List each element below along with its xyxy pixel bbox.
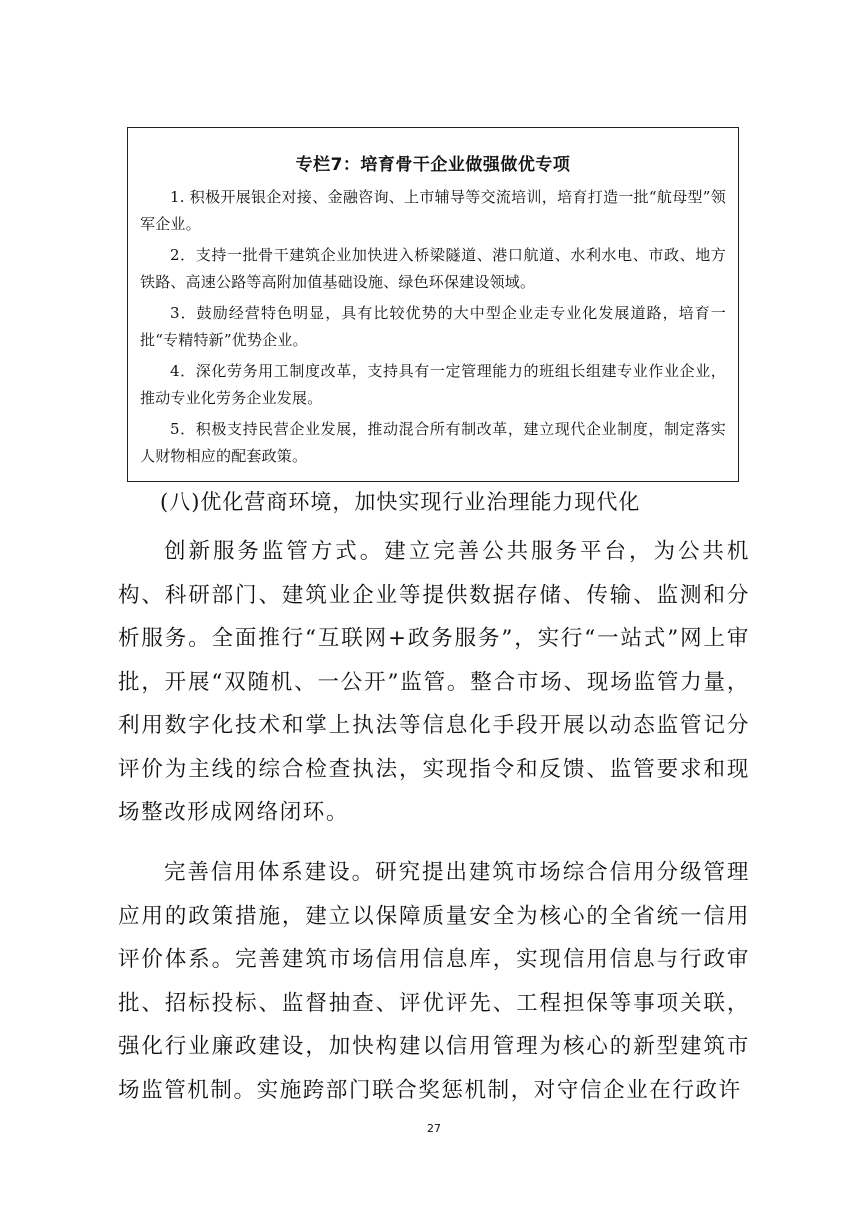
box-item: 3．鼓励经营特色明显，具有比较优势的大中型企业走专业化发展道路，培育一批“专精特新”优势企业。 xyxy=(140,304,726,349)
section-heading: (八)优化营商环境，加快实现行业治理能力现代化 xyxy=(160,490,641,514)
box-item: 2．支持一批骨干建筑企业加快进入桥梁隧道、港口航道、水利水电、市政、地方铁路、高速公路等高附加值基础设施、绿色环保建设领域。 xyxy=(140,246,726,291)
feature-box xyxy=(127,127,739,482)
box-item: 4．深化劳务用工制度改革，支持具有一定管理能力的班组长组建专业作业企业，推动专业化劳务企业发展。 xyxy=(140,362,726,407)
box-item: 5．积极支持民营企业发展，推动混合所有制改革，建立现代企业制度，制定落实人财物相应的配套政策。 xyxy=(140,420,726,465)
paragraph-lead: 创新服务监管方式。 xyxy=(164,539,385,564)
box-item: 1. 积极开展银企对接、金融咨询、上市辅导等交流培训，培育打造一批“航母型”领军企业。 xyxy=(140,188,726,233)
box-item-list xyxy=(140,184,726,474)
paragraph-lead: 完善信用体系建设。 xyxy=(164,860,376,885)
paragraph-text: 研究提出建筑市场综合信用分级管理应用的政策措施，建立以保障质量安全为核心的全省统一信用评价体系。完善建筑市场信用信息库，实现信用信息与行政审批、招标投标、监督抽查、评优评先、工程担保等事项关联，强化行业廉政建设，加快构建以信用管理为核心的新型建筑市场监管机制。实施跨部门联合奖惩机制，对守信企业在行政许 xyxy=(118,860,750,1103)
paragraph-text: 建立完善公共服务平台，为公共机构、科研部门、建筑业企业等提供数据存储、传输、监测和分析服务。全面推行“互联网+政务服务”，实行“一站式”网上审批，开展“双随机、一公开”监管。整合市场、现场监管力量，利用数字化技术和掌上执法等信息化手段开展以动态监管记分评价为主线的综合检查执法，实现指令和反馈、监管要求和现场整改形成网络闭环。 xyxy=(118,539,750,825)
body-paragraph xyxy=(118,851,750,1112)
box-title: 专栏7：培育骨干企业做强做优专项 xyxy=(295,155,571,175)
body-paragraph xyxy=(118,530,750,835)
page-number: 27 xyxy=(427,1122,441,1135)
